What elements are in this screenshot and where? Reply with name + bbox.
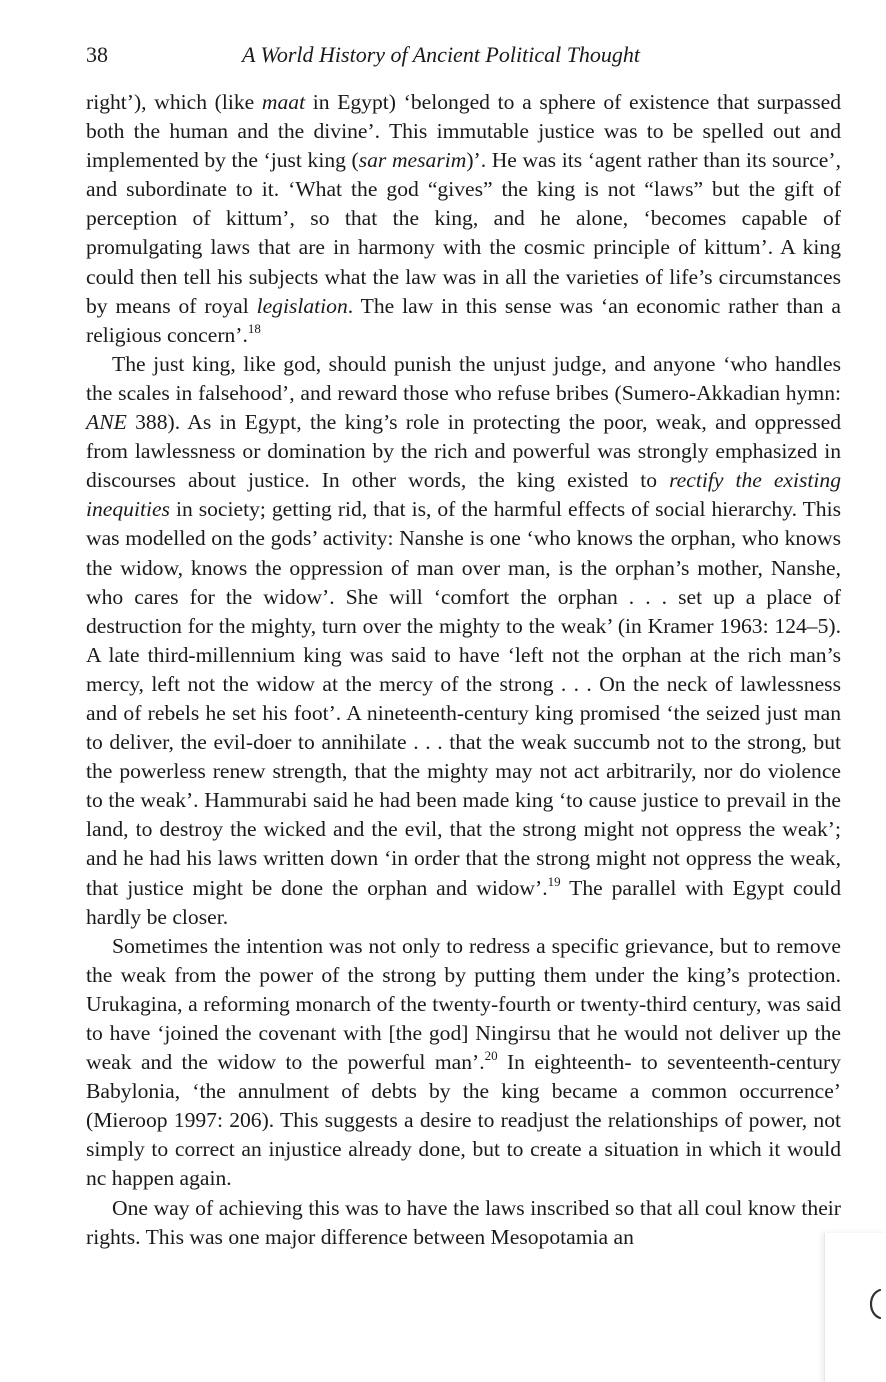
running-title: A World History of Ancient Political Thought [242,42,641,67]
footnote-marker: 18 [247,320,261,336]
page-number: 38 [86,42,108,67]
footnote-marker: 20 [484,1048,498,1064]
italic-term: rectify the existing inequities [86,468,841,522]
italic-term: ANE [86,410,127,435]
italic-term: maat [261,90,306,114]
text-run: The parallel with Egypt could hardly be closer. [86,875,842,929]
italic-term: sar mesarim [358,148,467,173]
paragraph-4 [86,1194,841,1252]
text-run: 388). As in Egypt, the king’s role in protecting the poor, weak, and oppressed from lawlessness or domination by the rich and powerful was strongly emphasized in discourses about justice. In other words, the king existed to [86,410,841,493]
scroll-handle[interactable] [862,1284,886,1324]
paragraph-3 [86,932,841,1194]
text-run: right’), which (like [86,90,262,114]
paragraph-1 [86,88,841,350]
text-run: One way of achieving this was to have the laws inscribed so that all coul know their rights. This was one major difference between Mesopotamia an [86,1195,841,1249]
text-run: in Egypt) ‘belonged to a sphere of existence that surpassed both the human and the divine’. This immutable justice was to be spelled out and implemented by the ‘just king ( [86,90,841,173]
chevron-left-icon [862,1284,886,1324]
body-text [86,88,841,1252]
footnote-marker: 19 [547,873,561,889]
italic-term: legislation [256,293,348,318]
text-run: )’. He was its ‘agent rather than its source’, and subordinate to it. ‘What the god “gives” the king is not “laws” but the gift of perception of kittum’, so that the king, and he alone, ‘becomes capable of promulgating laws that are in harmony with the cosmic principle of kittum’. A king could then tell his subjects what the law was in all the varieties of life’s circumstances by means of royal [86,148,841,318]
text-run: In eighteenth- to seventeenth-century Babylonia, ‘the annulment of debts by the king became a common occurrence’ (Mieroop 1997: 206). This suggests a desire to readjust the relationships of power, not simply to correct an injustice already done, but to create a situation in which it would nc happen again. [86,1050,841,1191]
text-run: Sometimes the intention was not only to redress a specific grievance, but to remove the weak from the power of the strong by putting them under the king’s protection. Urukagina, a reforming monarch of the twenty-fourth or twenty-third century, was said to have ‘joined the covenant with [the god] Ningirsu that he would not deliver up the weak and the widow to the powerful man’. [86,933,841,1075]
text-run: The just king, like god, should punish the unjust judge, and anyone ‘who handles the scales in falsehood’, and reward those who refuse bribes (Sumero-Akkadian hymn: [86,351,841,405]
paragraph-2 [86,350,841,932]
page-header [86,38,841,72]
text-run: in society; getting rid, that is, of the harmful effects of social hierarchy. This was modelled on the gods’ activity: Nanshe is one ‘who knows the orphan, who knows the widow, knows the oppression of man over man, is the orphan’s mother, Nanshe, who cares for the widow’. She will ‘comfort the orphan . . . set up a place of destruction for the mighty, turn over the mighty to the weak’ (in Kramer 1963: 124–5). A late third-millennium king was said to have ‘left not the orphan at the rich man’s mercy, left not the widow at the mercy of the strong . . . On the neck of lawlessness and of rebels he set his foot’. A nineteenth-century king promised ‘the seized just man to deliver, the evil-doer to annihilate . . . that the weak succumb not to the strong, but the powerless renew strength, that the mighty may not act arbitrarily, nor do violence to the weak’. Hammurabi said he had been made king ‘to cause justice to prevail in the land, to destroy the wicked and the evil, that the strong might not oppress the weak’; and he had his laws written down ‘in order that the strong might not oppress the weak, that justice might be done the orphan and widow’. [86,497,841,900]
text-run: . The law in this sense was ‘an economic rather than a religious concern’. [86,293,841,347]
